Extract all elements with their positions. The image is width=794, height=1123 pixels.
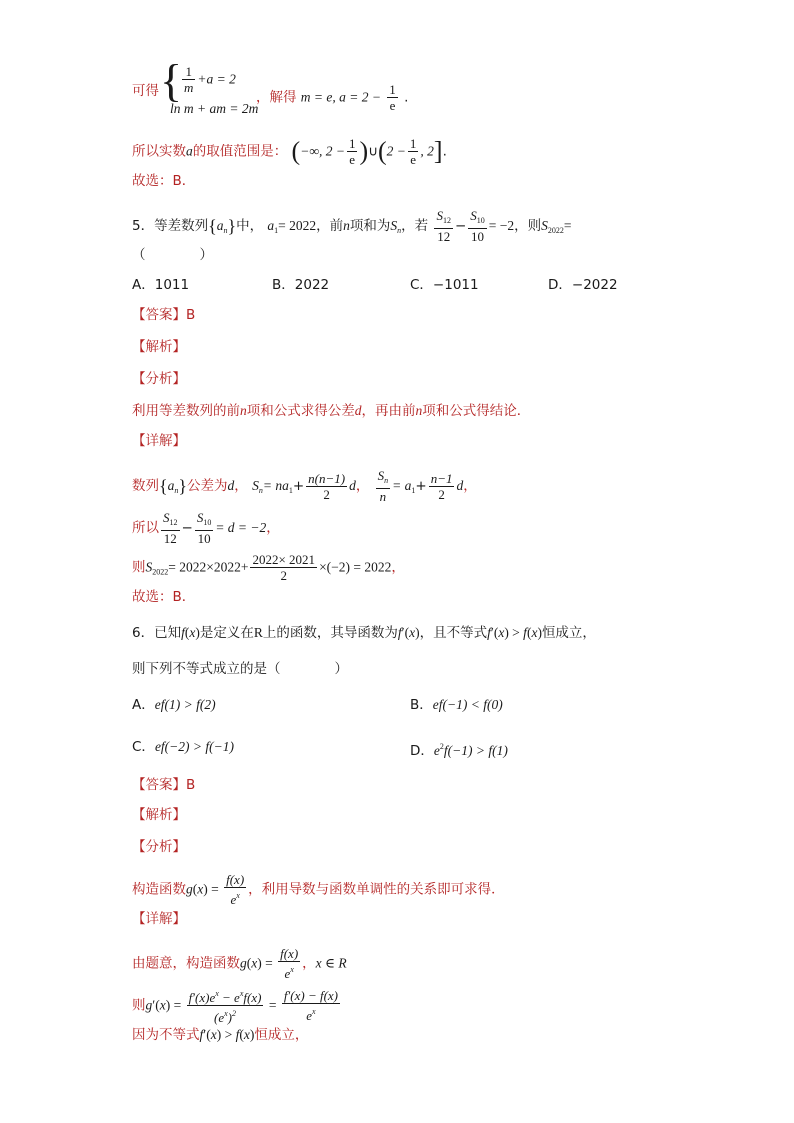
question-5-blank: （ ） xyxy=(132,247,213,263)
range-line: 所以实数a的取值范围是： (−∞, 2 − $\frac{1}{e}$ )∪(2 − $\frac{1}{e}$ , 2]. xyxy=(132,136,447,167)
q6-option-a[interactable]: A．ef(1) > f(2) xyxy=(132,697,216,713)
choose-b-1: 故选：B． xyxy=(132,173,196,189)
q5-detail-line-2: 所以 $\frac{S_{12}}{12}$ − $\frac{S_{10}}{10}$ = d = −2， xyxy=(132,510,280,546)
q6-option-d[interactable]: D．$e^2f(-1) > f(1)$ xyxy=(410,742,508,759)
q5-xiangjie-heading: 【详解】 xyxy=(132,433,186,449)
q5-jiexi-heading: 【解析】 xyxy=(132,339,186,355)
q5-option-a[interactable]: A．1011 xyxy=(132,277,190,293)
q5-option-c[interactable]: C．−1011 xyxy=(410,277,479,293)
q6-fenxi-text: 构造函数g(x) = $\frac{f(x)}{e^x}$ ，利用导数与函数单调性的关系即可求得． xyxy=(132,872,505,907)
text-ke-de: 可得 xyxy=(132,83,159,99)
q5-fenxi-heading: 【分析】 xyxy=(132,371,186,387)
q6-detail-line-2: 则g′(x) = $\frac{f'(x)e^x - e^xf(x)}{(e^x)^2}$ = $\frac{f'(x) - f(x)}{e^x}$ xyxy=(132,988,339,1025)
system-bottom-eq: ln m + am = 2m xyxy=(170,101,259,116)
q6-fenxi-heading: 【分析】 xyxy=(132,839,186,855)
q6-detail-line-1: 由题意，构造函数g(x) = $\frac{f(x)}{e^x}$ ，x ∈ R xyxy=(132,946,347,981)
q6-option-b[interactable]: B．ef(−1) < f(0) xyxy=(410,697,503,713)
question-6-stem: 6．已知f(x)是定义在R上的函数，其导函数为f′(x)，且不等式f′(x) > f(x)恒成立， xyxy=(132,625,596,641)
question-6-prompt: 则下列不等式成立的是（ ） xyxy=(132,661,348,677)
solve-result: ，解得 m = e, a = 2 − $\frac{1}{e}$ . xyxy=(256,82,409,113)
q5-detail-line-1: 数列$\{a_n\}$公差为d， $S_n= na_1+$ $\frac{n(n-1)}{2}$ d， $\frac{S_n}{n}$ = $a_1+$ $\frac{n-1}{2}$ d， xyxy=(132,468,477,504)
q5-detail-line-3: 则$S_{2022}= 2022\times 2022+$ $\frac{2022\times 2021}{2}$ ×(−2) = 2022， xyxy=(132,552,405,583)
system-brace: { xyxy=(160,55,183,106)
q5-fenxi-text: 利用等差数列的前n项和公式求得公差d，再由前n项和公式得结论． xyxy=(132,403,531,419)
q5-choose: 故选：B． xyxy=(132,589,196,605)
question-5-stem: 5．等差数列$\{a_n\}$中， $a_1= 2022$，前n项和为$S_n$，若 $\frac{S_{12}}{12}$ − $\frac{S_{10}}{10}$ = −2，则$S_{2022}=$ xyxy=(132,208,572,244)
q6-option-c[interactable]: C．ef(−2) > f(−1) xyxy=(132,739,234,755)
q6-detail-line-3: 因为不等式f′(x) > f(x)恒成立， xyxy=(132,1027,309,1043)
q6-xiangjie-heading: 【详解】 xyxy=(132,911,186,927)
q5-answer: 【答案】B xyxy=(132,307,196,323)
q5-option-b[interactable]: B．2022 xyxy=(272,277,330,293)
solution-line-system xyxy=(132,82,159,100)
q5-option-d[interactable]: D．−2022 xyxy=(548,277,618,293)
system-top-eq: $\frac{1}{m}$ +a = 2 xyxy=(184,64,236,95)
q6-answer: 【答案】B xyxy=(132,777,196,793)
q6-jiexi-heading: 【解析】 xyxy=(132,807,186,823)
